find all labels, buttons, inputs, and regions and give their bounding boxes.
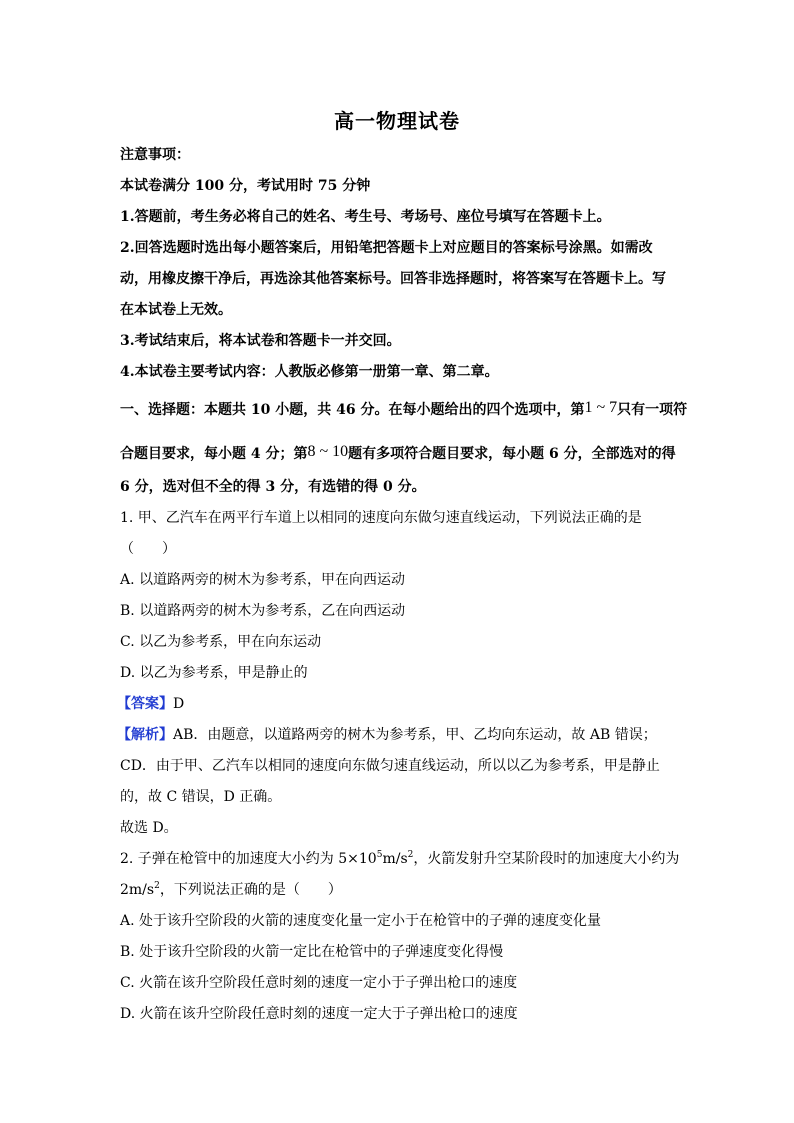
q1-stem-line-2: （ ）: [120, 541, 176, 557]
notes-item-3: 3.考试结束后，将本试卷和答题卡一并交回。: [120, 333, 401, 349]
section-text: 合题目要求，每小题 4 分；第: [120, 446, 308, 462]
question-range-math: 8 ~ 10: [307, 443, 349, 460]
q2-stem-text: ，火箭发射升空某阶段时的加速度大小约为: [413, 851, 680, 867]
q2-stem-text: ，下列说法正确的是（ ）: [159, 882, 342, 898]
q1-analysis-line-3: 的，故 C 错误，D 正确。: [120, 789, 282, 805]
notes-item-1: 1.答题前，考生务必将自己的姓名、考生号、考场号、座位号填写在答题卡上。: [120, 209, 611, 225]
notes-heading: 注意事项：: [120, 147, 190, 163]
section-heading-line-1: [120, 399, 687, 419]
section-text: 一、选择题：本题共 10 小题，共 46 分。在每小题给出的四个选项中，第: [120, 402, 585, 418]
notes-item-4: 4.本试卷主要考试内容：人教版必修第一册第一章、第二章。: [120, 364, 499, 380]
q2-option-b: B. 处于该升空阶段的火箭一定比在枪管中的子弹速度变化得慢: [120, 944, 504, 960]
notes-item-2-line-2: 动，用橡皮擦干净后，再选涂其他答案标号。回答非选择题时，将答案写在答题卡上。写: [120, 271, 666, 287]
notes-item-2-line-3: 在本试卷上无效。: [120, 302, 232, 318]
q2-stem-text: m/s: [382, 851, 408, 867]
q2-stem-line-1: [120, 850, 679, 868]
q1-analysis-line-2: CD．由于甲、乙汽车以相同的速度向东做匀速直线运动，所以以乙为参考系，甲是静止: [120, 758, 660, 774]
analysis-tag: 【解析】: [117, 727, 173, 743]
q1-answer: [117, 695, 184, 713]
page-title: 高一物理试卷: [334, 109, 460, 133]
q1-stem-line-1: 1. 甲、乙汽车在两平行车道上以相同的速度向东做匀速直线运动，下列说法正确的是: [120, 510, 642, 526]
analysis-text: AB．由题意，以道路两旁的树木为参考系，甲、乙均向东运动，故 AB 错误；: [173, 727, 657, 743]
q1-option-b: B. 以道路两旁的树木为参考系，乙在向西运动: [120, 603, 406, 619]
section-heading-line-3: 6 分，选对但不全的得 3 分，有选错的得 0 分。: [120, 479, 426, 495]
answer-tag: 【答案】: [117, 696, 173, 712]
q1-option-a: A. 以道路两旁的树木为参考系，甲在向西运动: [120, 572, 406, 588]
q1-conclusion: 故选 D。: [120, 820, 178, 836]
q2-option-c: C. 火箭在该升空阶段任意时刻的速度一定小于子弹出枪口的速度: [120, 975, 518, 991]
exponent: 5: [376, 850, 383, 860]
q2-option-d: D. 火箭在该升空阶段任意时刻的速度一定大于子弹出枪口的速度: [120, 1006, 518, 1022]
q1-option-d: D. 以乙为参考系，甲是静止的: [120, 665, 308, 681]
section-text: 只有一项符: [617, 402, 688, 418]
exponent: 2: [154, 881, 160, 891]
q1-analysis-line-1: [117, 726, 657, 744]
question-range-math: 1 ~ 7: [584, 399, 618, 416]
notes-item-2-line-1: 2.回答选题时选出每小题答案后，用铅笔把答题卡上对应题目的答案标号涂黑。如需改: [120, 240, 653, 256]
q2-option-a: A. 处于该升空阶段的火箭的速度变化量一定小于在枪管中的子弹的速度变化量: [120, 913, 602, 929]
section-text: 题有多项符合题目要求，每小题 6 分，全部选对的得: [348, 446, 676, 462]
notes-score: 本试卷满分 100 分，考试用时 75 分钟: [120, 178, 371, 194]
exponent: 2: [407, 850, 414, 860]
section-heading-line-2: [120, 443, 676, 463]
q2-stem-line-2: [120, 881, 342, 899]
q1-option-c: C. 以乙为参考系，甲在向东运动: [120, 634, 322, 650]
q2-stem-text: 2. 子弹在枪管中的加速度大小约为 5×10: [120, 851, 377, 867]
answer-value: D: [173, 696, 185, 712]
q2-stem-text: 2m/s: [120, 882, 155, 898]
